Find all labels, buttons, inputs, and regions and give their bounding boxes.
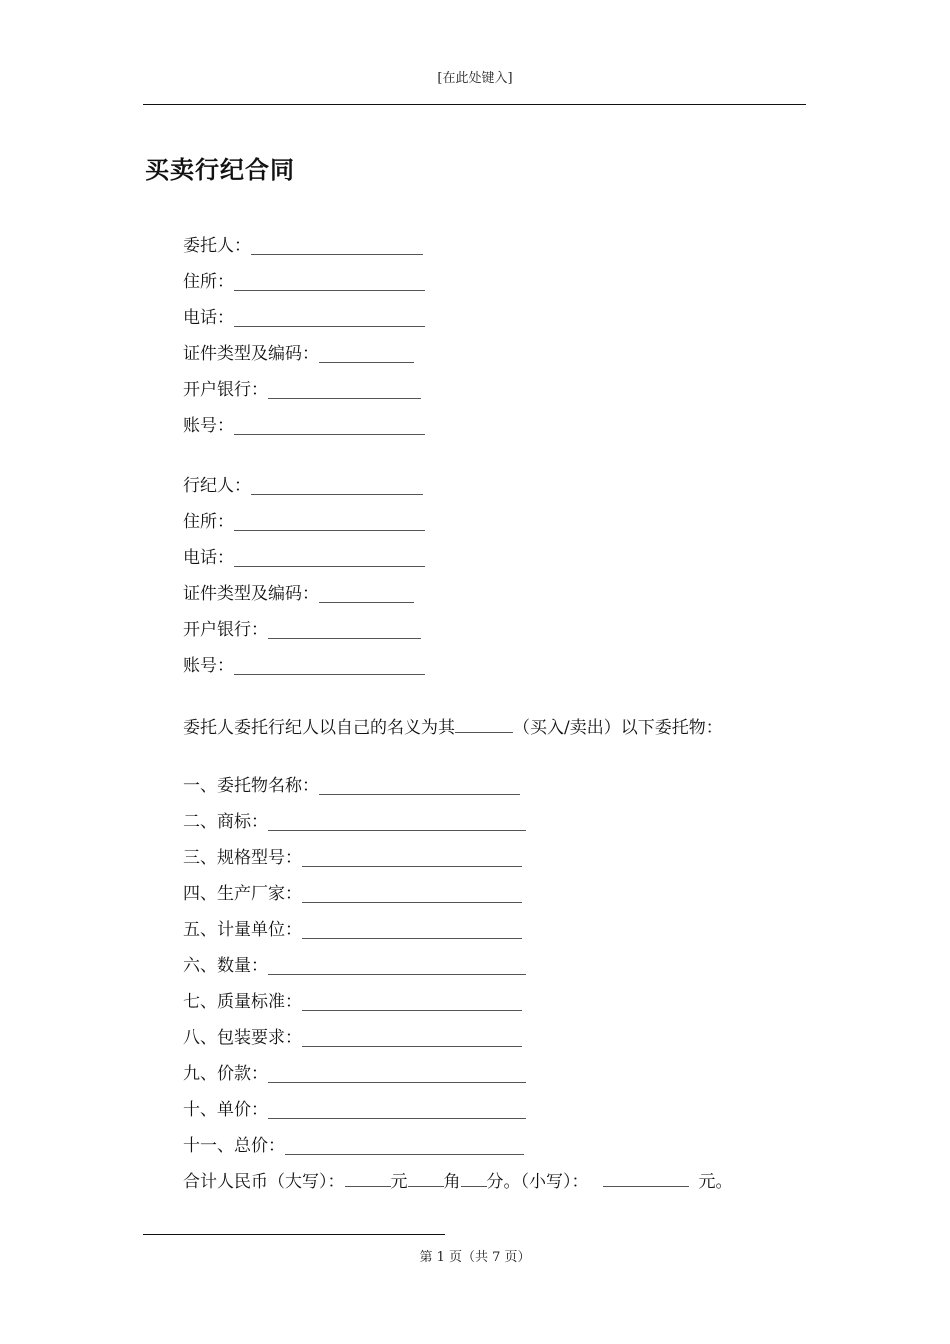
fill-blank[interactable] (234, 512, 425, 531)
item-field (183, 954, 526, 978)
total-suffix: 元。 (698, 1172, 733, 1192)
fill-blank[interactable] (461, 1168, 487, 1187)
total-amount-line (183, 1168, 733, 1194)
total-jiao: 角 (443, 1172, 461, 1192)
field-label: 十、单价： (183, 1100, 268, 1120)
broker-phone-field (183, 546, 425, 570)
intro-paragraph (183, 714, 723, 740)
item-field (183, 1062, 526, 1086)
fill-blank[interactable] (268, 380, 421, 399)
field-label: 开户银行： (183, 620, 268, 640)
broker-address-field (183, 510, 425, 534)
field-label: 行纪人： (183, 476, 251, 496)
fill-blank[interactable] (251, 476, 423, 495)
fill-blank[interactable] (234, 656, 425, 675)
field-label: 七、质量标准： (183, 992, 302, 1012)
fill-blank[interactable] (285, 1136, 524, 1155)
page-footer: 第 1 页（共 7 页） (419, 1250, 531, 1265)
fill-blank[interactable] (302, 920, 522, 939)
total-prefix: 合计人民币（大写）： (183, 1172, 345, 1192)
fill-blank[interactable] (345, 1168, 391, 1187)
item-field (183, 1134, 524, 1158)
principal-phone-field (183, 306, 425, 330)
field-label: 证件类型及编码： (183, 584, 319, 604)
field-label: 五、计量单位： (183, 920, 302, 940)
field-label: 开户银行： (183, 380, 268, 400)
field-label: 电话： (183, 548, 234, 568)
fill-blank[interactable] (234, 416, 425, 435)
document-title: 买卖行纪合同 (145, 156, 295, 184)
principal-name-field (183, 234, 423, 258)
fill-blank[interactable] (251, 236, 423, 255)
item-field (183, 882, 522, 906)
intro-text-after: （买入/卖出）以下委托物： (513, 718, 723, 738)
total-yuan: 元 (390, 1172, 408, 1192)
field-label: 六、数量： (183, 956, 268, 976)
field-label: 一、委托物名称： (183, 776, 319, 796)
fill-blank[interactable] (319, 776, 520, 795)
total-fen: 分。（小写）： (486, 1172, 589, 1192)
fill-blank[interactable] (268, 812, 526, 831)
field-label: 四、生产厂家： (183, 884, 302, 904)
fill-blank[interactable] (268, 956, 526, 975)
field-label: 账号： (183, 416, 234, 436)
principal-account-field (183, 414, 425, 438)
field-label: 住所： (183, 272, 234, 292)
page-header: [在此处键入] (437, 71, 513, 86)
item-field (183, 918, 522, 942)
intro-text-before: 委托人委托行纪人以自己的名义为其 (183, 718, 455, 738)
fill-blank[interactable] (302, 992, 522, 1011)
fill-blank[interactable] (302, 884, 522, 903)
fill-blank[interactable] (603, 1168, 689, 1187)
fill-blank[interactable] (319, 584, 414, 603)
fill-blank[interactable] (234, 272, 425, 291)
field-label: 委托人： (183, 236, 251, 256)
item-field (183, 990, 522, 1014)
fill-blank[interactable] (302, 1028, 522, 1047)
field-label: 住所： (183, 512, 234, 532)
header-divider (143, 104, 806, 105)
footer-divider (143, 1234, 445, 1235)
field-label: 电话： (183, 308, 234, 328)
fill-blank[interactable] (234, 308, 425, 327)
principal-address-field (183, 270, 425, 294)
broker-account-field (183, 654, 425, 678)
fill-blank[interactable] (455, 714, 513, 733)
fill-blank[interactable] (268, 1064, 526, 1083)
field-label: 八、包装要求： (183, 1028, 302, 1048)
item-field (183, 1026, 522, 1050)
item-field (183, 846, 522, 870)
field-label: 三、规格型号： (183, 848, 302, 868)
principal-bank-field (183, 378, 421, 402)
broker-name-field (183, 474, 423, 498)
item-field (183, 810, 526, 834)
fill-blank[interactable] (408, 1168, 444, 1187)
field-label: 证件类型及编码： (183, 344, 319, 364)
fill-blank[interactable] (319, 344, 414, 363)
fill-blank[interactable] (302, 848, 522, 867)
fill-blank[interactable] (268, 1100, 526, 1119)
fill-blank[interactable] (234, 548, 425, 567)
field-label: 十一、总价： (183, 1136, 285, 1156)
principal-id-field (183, 342, 414, 366)
item-field (183, 1098, 526, 1122)
field-label: 二、商标： (183, 812, 268, 832)
field-label: 九、价款： (183, 1064, 268, 1084)
item-field (183, 774, 520, 798)
broker-id-field (183, 582, 414, 606)
fill-blank[interactable] (268, 620, 421, 639)
broker-bank-field (183, 618, 421, 642)
field-label: 账号： (183, 656, 234, 676)
